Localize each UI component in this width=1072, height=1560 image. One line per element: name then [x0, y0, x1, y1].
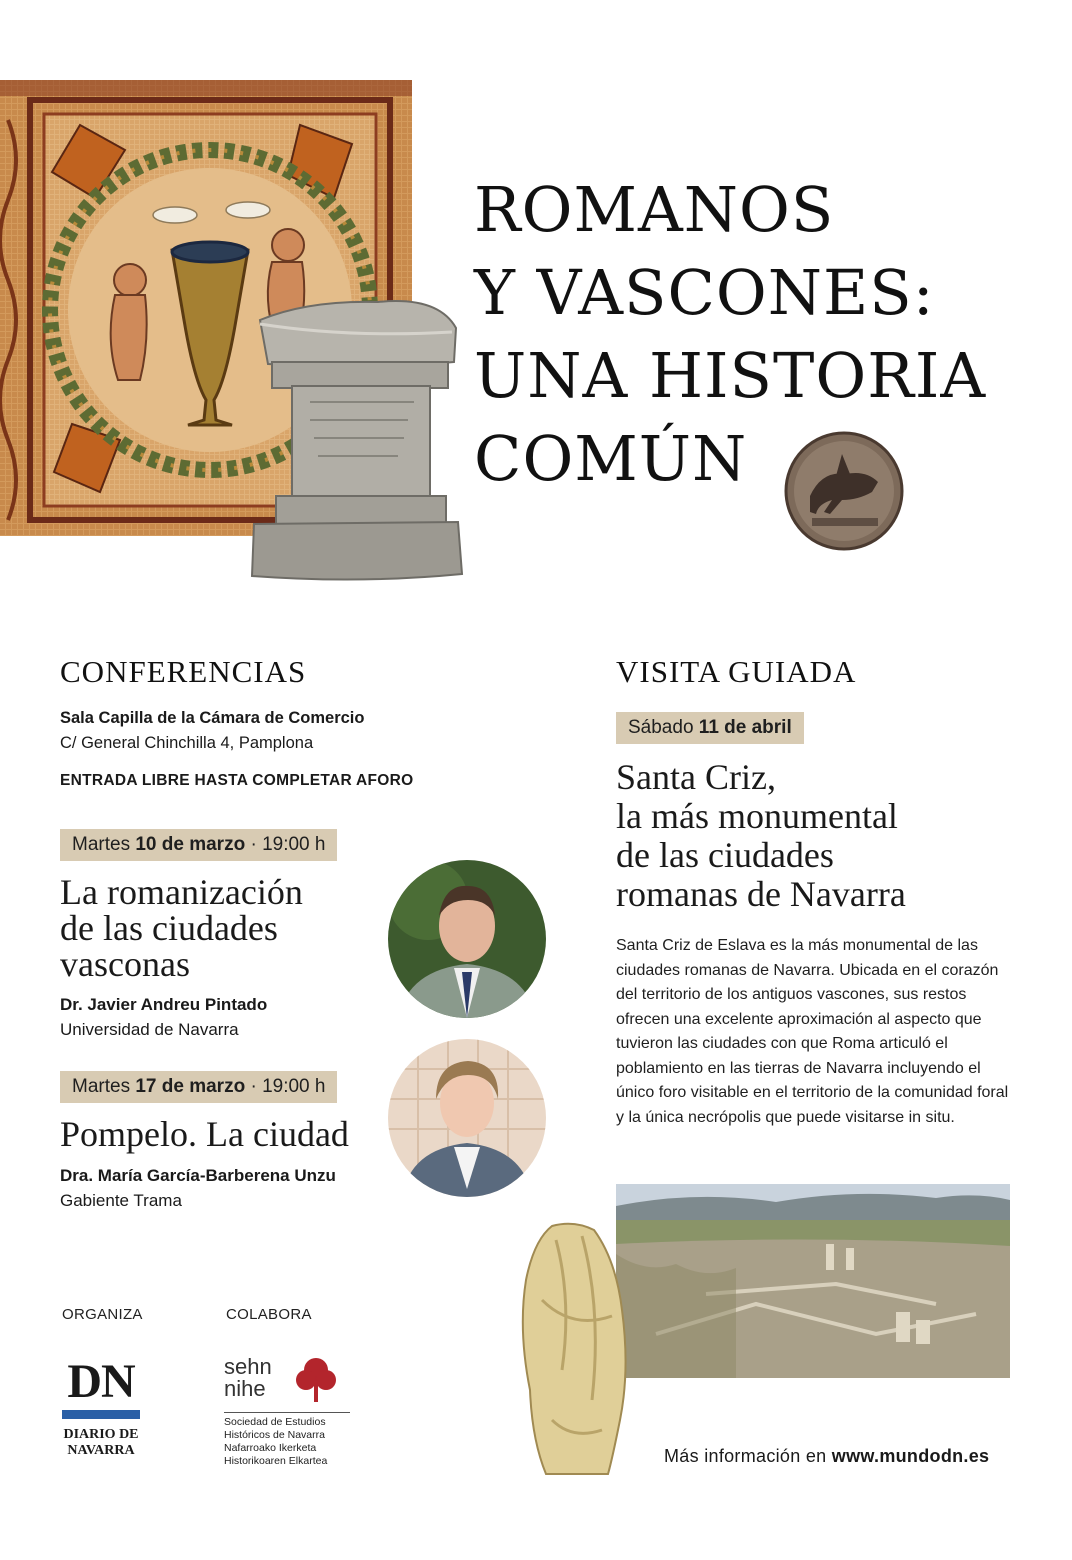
talk-2-speaker: Dra. María García-Barberena Unzu: [60, 1166, 336, 1185]
organiza-label: ORGANIZA: [62, 1306, 143, 1323]
portrait-garcia: [388, 1039, 546, 1197]
venue-block: [60, 706, 364, 756]
title-line-4: COMÚN: [474, 422, 748, 495]
talk-1-title-line: de las ciudades: [60, 908, 278, 948]
sehn-logo-line-2: nihe: [224, 1376, 266, 1401]
talk-1-title-line: vasconas: [60, 944, 190, 984]
visit-date: 11 de abril: [698, 717, 792, 738]
title-line-2: Y VASCONES:: [474, 256, 935, 329]
sehn-logo-line-1: sehn: [224, 1354, 272, 1379]
dn-logo-name: [62, 1427, 140, 1459]
visit-description: Santa Criz de Eslava es la más monumental de las ciudades romanas de Navarra. Ubicada en el corazón del territorio de los antiguos vascones, sus restos ofrecen una excelente aproximación al aspecto que tuvieron las ciudades con que Roma articuló el poblamiento en las tierras de Navarra incluyendo el único foro visitable en el territorio de la comunidad foral y la única necrópolis que puede visitarse in situ.: [616, 937, 1009, 1126]
dn-logo-name-line-2: NAVARRA: [67, 1443, 135, 1458]
visit-title: [616, 758, 906, 914]
more-info-prefix: Más información en: [664, 1446, 827, 1466]
sehn-line: Históricos de Navarra: [224, 1429, 325, 1441]
talk-2-time: · 19:00 h: [250, 1076, 326, 1097]
talk-1-date: 10 de marzo: [135, 834, 246, 855]
talk-1-title: [60, 874, 303, 982]
more-info-link[interactable]: www.mundodn.es: [831, 1446, 990, 1466]
talk-2-weekday: Martes: [72, 1076, 131, 1097]
talk-2-date: 17 de marzo: [135, 1076, 246, 1097]
visit-title-line: de las ciudades: [616, 835, 834, 875]
talk-1-weekday: Martes: [72, 834, 131, 855]
visit-weekday: Sábado: [628, 717, 694, 738]
venue-name: Sala Capilla de la Cámara de Comercio: [60, 709, 365, 727]
dn-logo-mark: DN: [67, 1355, 135, 1408]
site-photo: [616, 1184, 1010, 1378]
visit-title-line: romanas de Navarra: [616, 874, 906, 914]
talk-1-speaker: Dr. Javier Andreu Pintado: [60, 995, 268, 1014]
visit-title-line: la más monumental: [616, 796, 898, 836]
sehn-line: Sociedad de Estudios: [224, 1416, 326, 1428]
sehn-divider: [224, 1412, 350, 1413]
sehn-line: Nafarroako Ikerketa: [224, 1442, 317, 1454]
dn-logo-bar: [62, 1410, 140, 1419]
conferences-heading: CONFERENCIAS: [60, 654, 307, 689]
dn-logo-name-line-1: DIARIO DE: [63, 1427, 139, 1442]
portrait-andreu: [388, 860, 546, 1018]
more-info: [664, 1446, 989, 1467]
colabora-label: COLABORA: [226, 1306, 312, 1323]
altar-image: [248, 292, 464, 582]
talk-2-title: [60, 1116, 349, 1152]
dn-logo[interactable]: [62, 1355, 140, 1459]
talk-1-date-tag: [60, 829, 337, 861]
talk-2-speaker-block: [60, 1163, 336, 1213]
free-entry-notice: ENTRADA LIBRE HASTA COMPLETAR AFORO: [60, 772, 414, 789]
sehn-tree-icon: [296, 1356, 336, 1404]
talk-2-affiliation: Gabiente Trama: [60, 1191, 182, 1210]
sehn-org-name: [224, 1416, 350, 1468]
visit-date-tag: [616, 712, 804, 744]
talk-2-title-line: Pompelo. La ciudad: [60, 1114, 349, 1154]
main-title: [474, 168, 986, 500]
talk-2-date-tag: [60, 1071, 337, 1103]
visit-title-line: Santa Criz,: [616, 757, 776, 797]
sehn-line: Historikoaren Elkartea: [224, 1455, 328, 1467]
talk-1-time: · 19:00 h: [250, 834, 326, 855]
title-line-1: ROMANOS: [474, 173, 835, 246]
talk-1-title-line: La romanización: [60, 872, 303, 912]
sehn-logo[interactable]: [224, 1356, 350, 1468]
talk-1-speaker-block: [60, 992, 267, 1042]
title-line-3: UNA HISTORIA: [474, 339, 987, 412]
visit-heading: VISITA GUIADA: [616, 654, 857, 689]
statue-image: [512, 1220, 636, 1476]
talk-1-affiliation: Universidad de Navarra: [60, 1020, 239, 1039]
venue-address: C/ General Chinchilla 4, Pamplona: [60, 734, 314, 752]
